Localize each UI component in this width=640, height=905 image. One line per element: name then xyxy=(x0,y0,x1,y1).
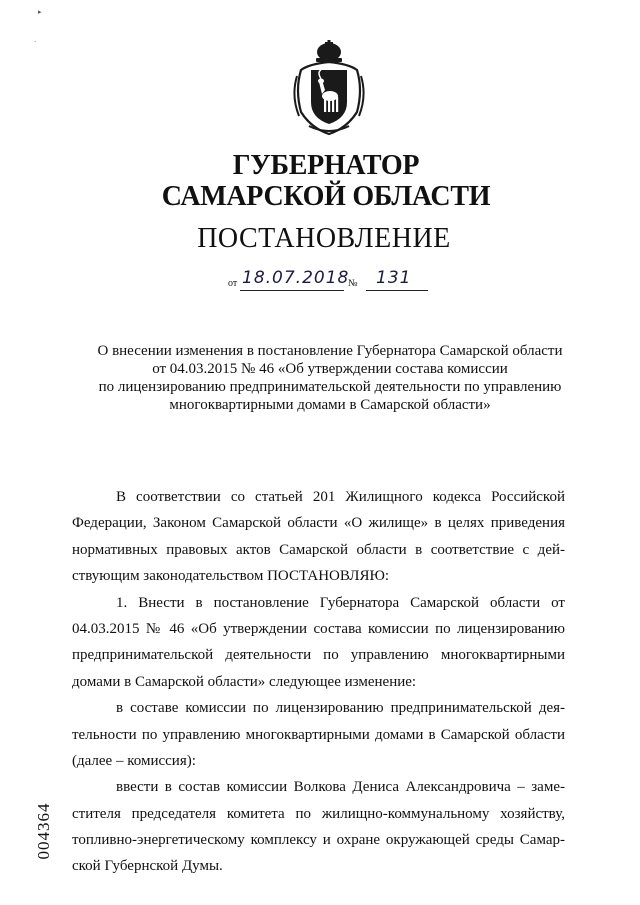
subject-line: О внесении изменения в постановление Губернатора Самарской области xyxy=(97,343,563,359)
document-date: 18.07.2018 xyxy=(242,268,350,288)
region-title: САМАРСКОЙ ОБЛАСТИ xyxy=(161,181,491,212)
body-line: стителя председателя комитета по жилищно-коммунальному хозяйству, xyxy=(72,805,565,822)
body-line: Федерации, Законом Самарской области «О жилище» в целях приведения xyxy=(72,515,565,532)
date-label: от xyxy=(228,278,238,289)
governor-title: ГУБЕРНАТОР xyxy=(232,150,420,181)
registration-stamp xyxy=(34,783,54,879)
body-line: ввести в состав комиссии Волкова Дениса Александровича – заме- xyxy=(116,779,565,796)
body-line: топливно-энергетическому комплексу и охране окружающей среды Самар- xyxy=(72,832,565,849)
document-type-title: ПОСТАНОВЛЕНИЕ xyxy=(197,223,451,254)
body-line: предпринимательской деятельности по управлению многоквартирными xyxy=(72,647,565,664)
body-line: в составе комиссии по лицензированию предпринимательской дея- xyxy=(116,700,565,717)
document-number: 131 xyxy=(376,268,412,288)
scan-mark: ▸ xyxy=(38,8,42,16)
body-line: нормативных правовых актов Самарской области в соответствие с дей- xyxy=(72,541,565,558)
body-line: 1. Внести в постановление Губернатора Самарской области от xyxy=(116,594,565,611)
body-line: тельности по управлению многоквартирными домами в Самарской области xyxy=(72,726,565,743)
subject-line: многоквартирными домами в Самарской области» xyxy=(169,397,491,413)
body-line: домами в Самарской области» следующее изменение: xyxy=(72,673,417,690)
body-line: В соответствии со статьей 201 Жилищного кодекса Российской xyxy=(116,489,565,505)
body-line: 04.03.2015 № 46 «Об утверждении состава комиссии по лицензированию xyxy=(72,620,565,637)
scan-mark: · xyxy=(34,38,37,46)
number-label: № xyxy=(348,278,358,289)
body-line: ской Губернской Думы. xyxy=(72,858,223,875)
body-line: (далее – комиссия): xyxy=(72,752,196,769)
stamp-number: 004364 xyxy=(34,802,53,860)
body-paragraph-preamble xyxy=(72,484,565,880)
document-subject xyxy=(60,342,600,414)
document-number-line xyxy=(228,268,438,292)
body-line: ствующим законодательством ПОСТАНОВЛЯЮ: xyxy=(72,568,390,585)
subject-line: по лицензированию предпринимательской деятельности по управлению xyxy=(98,379,562,395)
subject-line: от 04.03.2015 № 46 «Об утверждении состава комиссии xyxy=(152,361,508,377)
coat-of-arms-emblem xyxy=(291,40,367,136)
